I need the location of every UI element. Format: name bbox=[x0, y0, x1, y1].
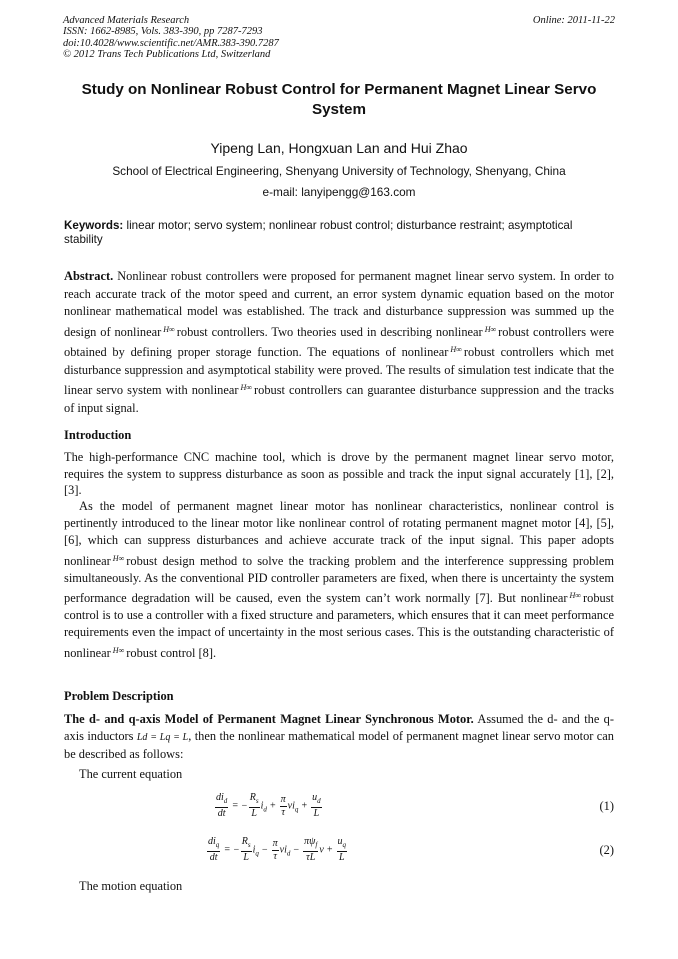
h-infinity-symbol: H∞ bbox=[450, 345, 462, 354]
introduction-heading: Introduction bbox=[64, 428, 132, 442]
paper-title bbox=[60, 80, 618, 120]
email: e-mail: lanyipengg@163.com bbox=[262, 185, 416, 199]
intro-text-a: As the model of permanent magnet linear motor has nonlinear characteristics, nonlinear control is pertinently introduced to the linear motor like nonlinear control of rotating permanent magnet motor [4], [5], [6], which can suppress disturbances and achieve accurate track of the input signal. This paper adopts nonlinear bbox=[64, 499, 614, 568]
introduction-para-1: The high-performance CNC machine tool, which is drove by the permanent magnet linear servo motor, requires the system to suppress disturbance as soon as possible and track the input signal accurately [1], [2], [3]. bbox=[64, 450, 614, 498]
journal-header bbox=[63, 15, 615, 61]
h-infinity-symbol: H∞ bbox=[163, 324, 175, 334]
journal-name: Advanced Materials Research bbox=[63, 15, 190, 26]
equation-1-number: (1) bbox=[599, 799, 614, 813]
problem-heading: Problem Description bbox=[64, 689, 174, 703]
abstract-text-3: robust controllers were obtained by defining proper storage function. The equations of nonlinear bbox=[64, 324, 614, 359]
keywords-label: Keywords: bbox=[64, 219, 124, 232]
abstract-label: Abstract. bbox=[64, 269, 114, 283]
problem-para bbox=[64, 711, 614, 763]
motion-equation-label: The motion equation bbox=[79, 879, 183, 893]
keywords-text: linear motor; servo system; nonlinear robust control; disturbance restraint; asymptotical stability bbox=[64, 219, 573, 246]
doi-line: doi:10.4028/www.scientific.net/AMR.383-390.7287 bbox=[63, 37, 279, 49]
introduction-para-2 bbox=[64, 498, 614, 662]
keywords bbox=[64, 219, 614, 247]
inductor-equation: Ld = Lq = L bbox=[136, 731, 189, 743]
h-infinity-symbol: H∞ bbox=[112, 645, 125, 655]
online-date: Online: 2011-11-22 bbox=[532, 15, 615, 26]
equation-2: $\frac{di_q}{dt}$ = − $\frac{R_s}{L}$ $i_q$ − $\frac{\pi}{\tau}$ $vi_d$ − $\frac{\pi\psi_f}{\tau L}$ v + $\frac{u_q}{L}$ (2) bbox=[208, 836, 614, 863]
title-line-1: Study on Nonlinear Robust Control for Permanent Magnet Linear Servo bbox=[81, 81, 597, 98]
intro-text-c: robust control is to use a controller with a fixed structure and parameters, which ensures that it can meet performance requirements even the impact of uncertainty in the most serious cases. This is the outstanding characteristic of nonlinear bbox=[64, 591, 614, 660]
abstract-text-1: Nonlinear robust controllers were proposed for permanent magnet linear servo system. In order to reach accurate track of the motor speed and current, an error system dynamic equation based on the motor nonlinear mathematical model was established. The track and disturbance suppression was summed up the design of nonlinear bbox=[64, 269, 614, 339]
equation-2-number: (2) bbox=[599, 843, 614, 857]
abstract bbox=[64, 268, 614, 417]
problem-text-1: Assumed the d- and the q-axis inductors bbox=[64, 712, 614, 743]
intro-text-d: robust control [8]. bbox=[126, 645, 217, 660]
abstract-text-5: robust controllers can guarantee disturbance suppression and the tracks of input signal. bbox=[64, 383, 614, 415]
authors: Yipeng Lan, Hongxuan Lan and Hui Zhao bbox=[210, 140, 468, 156]
problem-text-2: , then the nonlinear mathematical model of permanent magnet linear servo motor can be described as follows: bbox=[64, 728, 614, 762]
current-equation-label: The current equation bbox=[79, 767, 183, 781]
abstract-text-4: robust controllers which met disturbance suppression and asymptotical stability were proved. The results of simulation test indicate that the linear servo system with nonlinear bbox=[64, 345, 614, 397]
h-infinity-symbol: H∞ bbox=[569, 591, 582, 601]
copyright-line: © 2012 Trans Tech Publications Ltd, Switzerland bbox=[63, 49, 271, 61]
h-infinity-symbol: H∞ bbox=[484, 324, 497, 334]
title-line-2: System bbox=[311, 101, 367, 118]
model-subheading: The d- and q-axis Model of Permanent Magnet Linear Synchronous Motor. bbox=[64, 712, 474, 726]
issn-line: ISSN: 1662-8985, Vols. 383-390, pp 7287-7293 bbox=[63, 26, 263, 38]
h-infinity-symbol: H∞ bbox=[112, 553, 125, 563]
abstract-text-2: robust controllers. Two theories used in describing nonlinear bbox=[176, 324, 483, 339]
intro-text-b: robust design method to solve the tracking problem and the interference suppressing problem simultaneously. As the conventional PID controller parameters are fixed, when there is uncertainty the system performance degradation will be caused, even the system can’t work normally [7]. But nonlinear bbox=[64, 553, 614, 606]
affiliation: School of Electrical Engineering, Shenyang University of Technology, Shenyang, China bbox=[112, 164, 566, 178]
h-infinity-symbol: H∞ bbox=[240, 383, 252, 392]
equation-1: $\frac{di_d}{dt}$ = − $\frac{R_s}{L}$ $i_d$ + $\frac{\pi}{\tau}$ $vi_q$ + $\frac{u_d}{L}$ (1) bbox=[216, 792, 614, 819]
